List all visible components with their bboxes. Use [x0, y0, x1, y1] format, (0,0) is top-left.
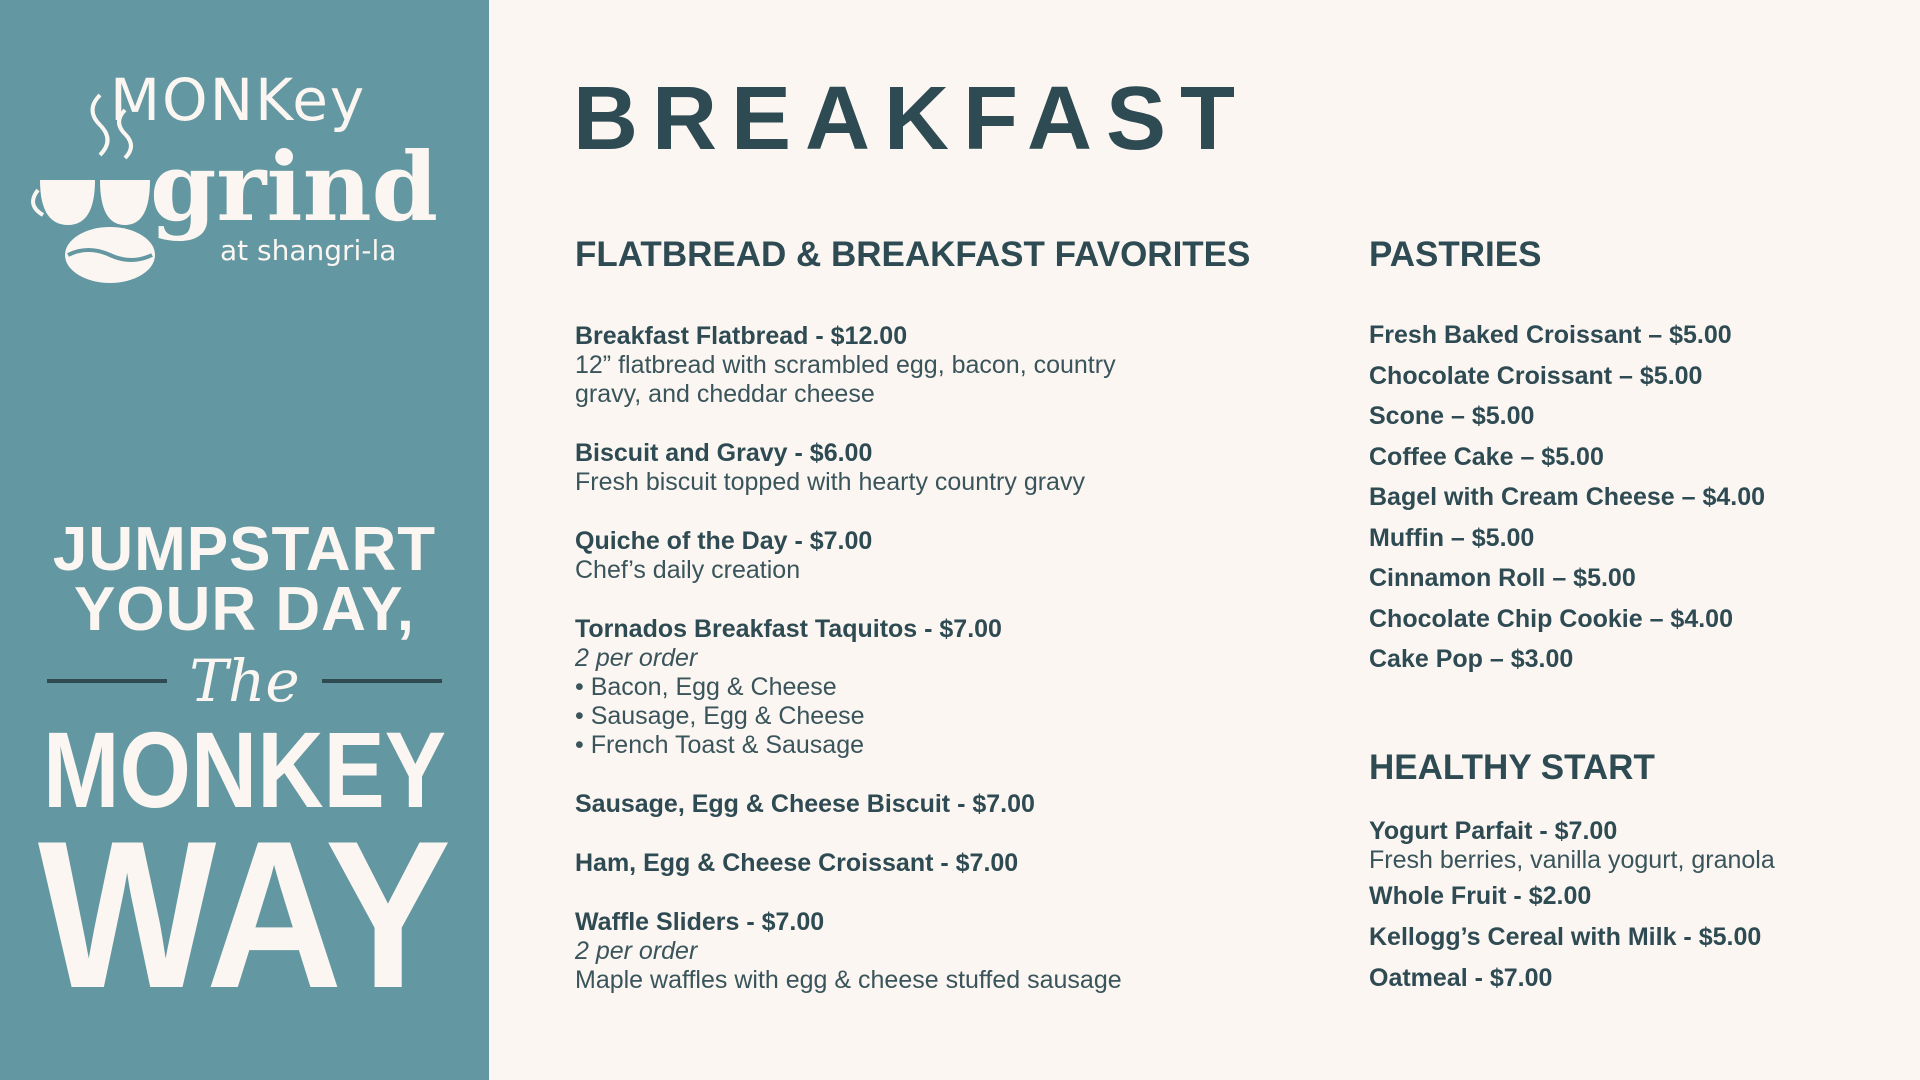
page-title: BREAKFAST — [573, 69, 1250, 169]
pastry-item: Coffee Cake – $5.00 — [1369, 442, 1604, 471]
menu-item-desc: Maple waffles with egg & cheese stuffed sausage — [575, 966, 1122, 994]
slogan-line-2: YOUR DAY, — [74, 575, 415, 644]
slogan-monkey: MONKEY — [43, 709, 446, 830]
pastries-section — [1369, 235, 1889, 685]
sidebar-panel — [0, 0, 489, 1080]
pastry-item: Chocolate Croissant – $5.00 — [1369, 361, 1703, 390]
menu-item-title: Quiche of the Day - $7.00 — [575, 527, 873, 555]
menu-item — [1369, 816, 1889, 875]
menu-item-note: 2 per order — [575, 937, 698, 965]
logo-text-main: grind — [150, 132, 439, 243]
menu-item — [575, 614, 1275, 760]
slogan-line-1: JUMPSTART — [52, 515, 437, 584]
menu-item-title: Yogurt Parfait - $7.00 — [1369, 817, 1618, 845]
menu-item — [575, 907, 1275, 995]
pastry-item: Cinnamon Roll – $5.00 — [1369, 564, 1636, 592]
logo-graphic — [30, 70, 470, 290]
slogan-the: The — [189, 647, 300, 715]
menu-item-title: Sausage, Egg & Cheese Biscuit - $7.00 — [575, 790, 1035, 818]
menu-item — [575, 321, 1275, 409]
menu-item — [1369, 963, 1889, 993]
logo-text-sub: at shangri-la — [220, 234, 397, 267]
healthy-section — [1369, 748, 1889, 999]
menu-item-title: Breakfast Flatbread - $12.00 — [575, 322, 908, 350]
monkey-grind-logo — [30, 70, 470, 290]
menu-item-title: Ham, Egg & Cheese Croissant - $7.00 — [575, 849, 1019, 877]
menu-item-title: Biscuit and Gravy - $6.00 — [575, 439, 873, 467]
slogan-way: WAY — [37, 797, 452, 1032]
menu-item-title: Kellogg’s Cereal with Milk - $5.00 — [1369, 923, 1762, 951]
slogan-the-row — [0, 646, 489, 716]
menu-item — [1369, 922, 1889, 952]
menu-item-title: Oatmeal - $7.00 — [1369, 964, 1553, 992]
menu-item-title: Tornados Breakfast Taquitos - $7.00 — [575, 615, 1002, 643]
healthy-heading: HEALTHY START — [1369, 748, 1655, 787]
menu-item-desc: Fresh biscuit topped with hearty country gravy — [575, 468, 1085, 496]
pastry-item: Bagel with Cream Cheese – $4.00 — [1369, 483, 1766, 511]
steam-icon — [93, 95, 108, 155]
logo-text-top: MONKey — [110, 70, 367, 134]
slogan-block — [0, 515, 489, 1032]
cup-icon — [40, 180, 95, 225]
menu-item-bullet: • Sausage, Egg & Cheese — [575, 702, 865, 730]
menu-item-desc: Chef’s daily creation — [575, 556, 801, 584]
pastries-heading: PASTRIES — [1369, 235, 1542, 274]
menu-item-desc: gravy, and cheddar cheese — [575, 380, 875, 408]
pastry-item: Muffin – $5.00 — [1369, 523, 1535, 552]
menu-item — [575, 848, 1275, 878]
menu-item — [1369, 881, 1889, 911]
pastry-item: Chocolate Chip Cookie – $4.00 — [1369, 604, 1733, 633]
menu-item — [575, 789, 1275, 819]
pastry-item: Scone – $5.00 — [1369, 402, 1535, 430]
menu-item-note: 2 per order — [575, 644, 698, 672]
divider-right — [322, 679, 442, 683]
menu-item — [575, 438, 1275, 497]
pastry-item: Cake Pop – $3.00 — [1369, 645, 1574, 673]
favorites-heading: FLATBREAD & BREAKFAST FAVORITES — [575, 235, 1251, 274]
menu-item-title: Waffle Sliders - $7.00 — [575, 908, 825, 936]
menu-item-desc: Fresh berries, vanilla yogurt, granola — [1369, 846, 1775, 874]
menu-item-bullet: • Bacon, Egg & Cheese — [575, 673, 837, 701]
menu-item — [575, 526, 1275, 585]
divider-left — [47, 679, 167, 683]
menu-item-desc: 12” flatbread with scrambled egg, bacon, country — [575, 351, 1116, 379]
menu-item-title: Whole Fruit - $2.00 — [1369, 882, 1592, 910]
pastry-item: Fresh Baked Croissant – $5.00 — [1369, 321, 1732, 349]
menu-item-bullet: • French Toast & Sausage — [575, 731, 865, 759]
favorites-section — [575, 235, 1275, 1024]
